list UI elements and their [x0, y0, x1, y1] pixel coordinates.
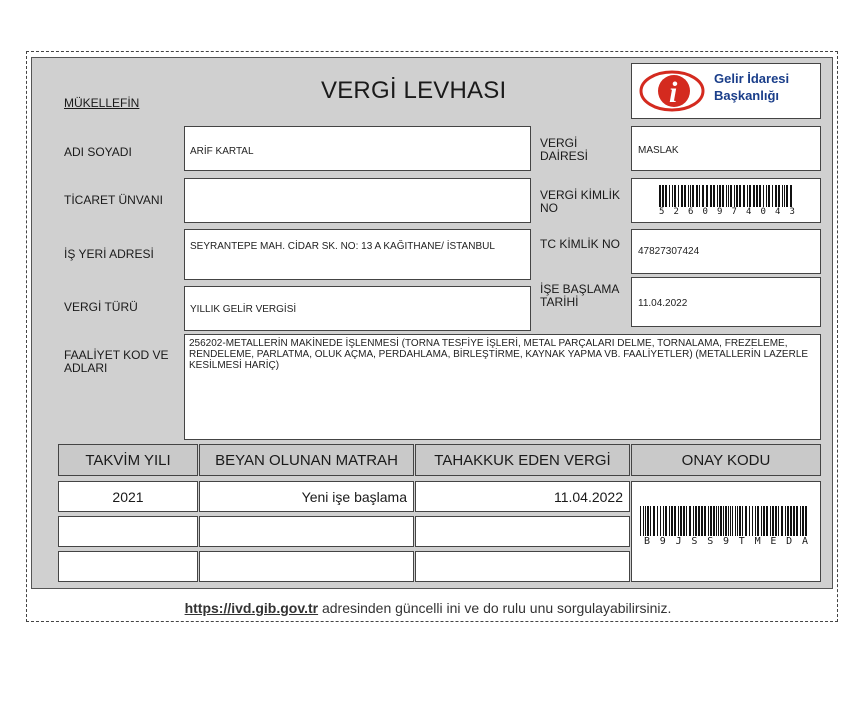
table-cell — [415, 551, 630, 582]
barcode-bar — [708, 506, 709, 536]
barcode-bar — [680, 506, 682, 536]
barcode-bar — [671, 506, 673, 536]
page-title: VERGİ LEVHASI — [321, 77, 507, 104]
barcode-bar — [643, 506, 644, 536]
onay-kodu-char: J — [675, 536, 682, 547]
barcode-bar — [665, 185, 667, 207]
barcode-bar — [722, 185, 724, 207]
label-vergi-kimlik-no: VERGİ KİMLİK NO — [540, 188, 621, 215]
barcode-bar — [659, 185, 661, 207]
barcode-bar — [689, 506, 691, 536]
vergi-kimlik-digit: 7 — [731, 207, 737, 217]
barcode-bar — [690, 185, 691, 207]
barcode-bar — [770, 506, 771, 536]
label-vergi-dairesi: VERGİ DAİRESİ — [540, 136, 589, 163]
barcode-bar — [747, 185, 748, 207]
barcode-bar — [753, 185, 755, 207]
barcode-bar — [717, 185, 718, 207]
barcode-bar — [732, 506, 733, 536]
barcode-bar — [710, 506, 712, 536]
barcode-bar — [778, 185, 780, 207]
barcode-bar — [674, 185, 676, 207]
barcode-bar — [734, 185, 735, 207]
barcode-bar — [805, 506, 807, 536]
barcode-bar — [730, 185, 732, 207]
header-tahakkuk-eden-vergi: TAHAKKUK EDEN VERGİ — [415, 444, 630, 476]
value-vergi-dairesi: MASLAK — [638, 145, 679, 156]
barcode-bar — [657, 506, 658, 536]
barcode-bar — [759, 185, 761, 207]
gib-logo-icon — [638, 68, 708, 114]
label-faaliyet: FAALİYET KOD VE ADLARI — [64, 348, 169, 375]
barcode-bar — [728, 506, 729, 536]
table-cell: 2021 — [58, 481, 198, 512]
onay-kodu-char: M — [754, 536, 761, 547]
header-beyan-olunan-matrah: BEYAN OLUNAN MATRAH — [199, 444, 414, 476]
onay-kodu-char: S — [707, 536, 714, 547]
onay-kodu-char: 9 — [659, 536, 666, 547]
barcode-bar — [736, 185, 738, 207]
barcode-bar — [645, 506, 646, 536]
barcode-bar — [752, 506, 753, 536]
field-adi-soyadi — [184, 126, 531, 171]
field-ise-baslama-tarihi — [631, 277, 821, 327]
table-cell: Yeni işe başlama — [199, 481, 414, 512]
barcode-bar — [692, 185, 694, 207]
barcode-bar — [669, 185, 670, 207]
barcode-bar — [674, 506, 676, 536]
barcode-bar — [653, 506, 655, 536]
barcode-bar — [718, 506, 719, 536]
barcode-bar — [742, 506, 743, 536]
barcode-bar — [702, 185, 704, 207]
barcode-bar — [684, 185, 686, 207]
vergi-kimlik-digit: 3 — [789, 207, 795, 217]
footer-text: adresinden güncelli ini ve do rulu unu sorgulayabilirsiniz. — [318, 600, 672, 616]
table-cell — [199, 516, 414, 547]
barcode-bar — [790, 506, 792, 536]
label-tc-kimlik-no: TC KİMLİK NO — [540, 237, 621, 251]
barcode-bar — [723, 506, 724, 536]
barcode-bar — [672, 185, 673, 207]
barcode-bar — [662, 185, 664, 207]
barcode-bar — [716, 506, 717, 536]
field-vergi-dairesi — [631, 126, 821, 171]
field-ticaret-unvani — [184, 178, 531, 223]
barcode-bar — [686, 506, 687, 536]
barcode-bar — [699, 185, 700, 207]
vergi-kimlik-digit: 5 — [659, 207, 665, 217]
value-tc-kimlik-no: 47827307424 — [638, 246, 700, 257]
vergi-kimlik-digit: 2 — [673, 207, 679, 217]
barcode-bar — [766, 506, 768, 536]
value-adi-soyadi: ARİF KARTAL — [190, 146, 254, 157]
onay-kodu-barcode — [640, 506, 810, 536]
label-vergi-turu: VERGİ TÜRÜ — [64, 300, 138, 314]
value-ise-baslama-tarihi: 11.04.2022 — [638, 298, 688, 309]
barcode-bar — [739, 185, 741, 207]
barcode-bar — [745, 506, 747, 536]
vergi-kimlik-barcode — [659, 185, 795, 207]
table-cell — [58, 516, 198, 547]
barcode-bar — [739, 506, 741, 536]
barcode-bar — [787, 506, 789, 536]
barcode-bar — [796, 506, 798, 536]
barcode-bar — [678, 185, 679, 207]
barcode-bar — [749, 185, 751, 207]
barcode-bar — [695, 506, 697, 536]
onay-kodu-char: A — [801, 536, 808, 547]
field-faaliyet — [184, 334, 821, 440]
table-cell — [58, 551, 198, 582]
onay-kodu-text — [644, 536, 808, 547]
barcode-bar — [719, 185, 721, 207]
barcode-bar — [696, 185, 698, 207]
barcode-bar — [725, 506, 727, 536]
table-cell — [199, 551, 414, 582]
onay-kodu-char: T — [738, 536, 745, 547]
barcode-bar — [735, 506, 736, 536]
barcode-bar — [790, 185, 792, 207]
section-label: MÜKELLEFİN — [64, 96, 140, 110]
label-is-yeri-adresi: İŞ YERİ ADRESİ — [64, 247, 154, 261]
field-is-yeri-adresi — [184, 229, 531, 280]
gib-logo-text: Gelir İdaresi Başkanlığı — [714, 71, 790, 103]
barcode-bar — [681, 185, 683, 207]
onay-kodu-char: 9 — [722, 536, 730, 547]
field-tc-kimlik-no — [631, 229, 821, 274]
barcode-bar — [704, 506, 706, 536]
barcode-bar — [663, 506, 664, 536]
barcode-bar — [710, 185, 712, 207]
vergi-kimlik-digit: 4 — [746, 207, 752, 217]
barcode-bar — [800, 506, 801, 536]
header-onay-kodu: ONAY KODU — [631, 444, 821, 476]
barcode-bar — [763, 185, 764, 207]
barcode-bar — [768, 185, 770, 207]
vergi-kimlik-digits — [659, 207, 795, 217]
barcode-bar — [793, 506, 795, 536]
svg-text:i: i — [669, 76, 678, 109]
barcode-bar — [713, 185, 715, 207]
barcode-bar — [763, 506, 765, 536]
table-cell — [415, 516, 630, 547]
vergi-kimlik-digit: 0 — [760, 207, 766, 217]
barcode-bar — [775, 185, 777, 207]
value-is-yeri-adresi: SEYRANTEPE MAH. CİDAR SK. NO: 13 A KAĞITHANE/ İSTANBUL — [190, 241, 495, 252]
header-takvim-yili: TAKVİM YILI — [58, 444, 198, 476]
table-cell: 11.04.2022 — [415, 481, 630, 512]
barcode-bar — [785, 506, 786, 536]
barcode-bar — [757, 506, 759, 536]
verification-link[interactable]: https://ivd.gib.gov.tr — [184, 600, 319, 616]
barcode-bar — [665, 506, 667, 536]
barcode-bar — [660, 506, 661, 536]
barcode-bar — [640, 506, 641, 536]
barcode-bar — [786, 185, 788, 207]
value-faaliyet: 256202-METALLERİN MAKİNEDE İŞLENMESİ (TORNA TESFİYE İŞLERİ, METAL PARÇALARI DELME, TORNALAMA, FREZELEME, RENDELEME, PARLATMA, OLUK AÇMA, PERDAHLAMA, BİRLEŞTİRME, KAYNAK YAPMA VB. FAALİYETLER) (METALLERİN LAZERLE KESİLMESİ HARİÇ) — [189, 338, 809, 371]
field-vergi-turu — [184, 286, 531, 331]
onay-kodu-char: S — [691, 536, 698, 547]
barcode-bar — [688, 185, 689, 207]
value-vergi-turu: YILLIK GELİR VERGİSİ — [190, 304, 297, 315]
field-vergi-kimlik-no — [631, 178, 821, 223]
vergi-kimlik-digit: 6 — [688, 207, 694, 217]
barcode-bar — [782, 185, 783, 207]
barcode-bar — [781, 506, 783, 536]
onay-kodu-char: B — [644, 536, 651, 547]
barcode-bar — [669, 506, 670, 536]
barcode-bar — [772, 185, 773, 207]
vergi-kimlik-digit: 4 — [775, 207, 781, 217]
onay-kodu-char: D — [786, 536, 793, 547]
barcode-bar — [647, 506, 649, 536]
barcode-bar — [749, 506, 750, 536]
barcode-bar — [756, 185, 758, 207]
label-ticaret-unvani: TİCARET ÜNVANI — [64, 193, 163, 207]
barcode-bar — [761, 506, 762, 536]
barcode-bar — [706, 185, 708, 207]
barcode-bar — [713, 506, 715, 536]
barcode-bar — [698, 506, 700, 536]
barcode-bar — [778, 506, 779, 536]
barcode-bar — [802, 506, 804, 536]
onay-kodu-char: E — [770, 536, 777, 547]
barcode-bar — [720, 506, 722, 536]
footer-note — [0, 600, 856, 616]
vergi-kimlik-digit: 9 — [717, 207, 723, 217]
barcode-bar — [650, 506, 651, 536]
barcode-bar — [775, 506, 777, 536]
onay-kodu-box — [631, 481, 821, 582]
barcode-bar — [730, 506, 731, 536]
barcode-bar — [678, 506, 679, 536]
barcode-bar — [683, 506, 685, 536]
barcode-bar — [726, 185, 727, 207]
barcode-bar — [772, 506, 774, 536]
label-ise-baslama-tarihi: İŞE BAŞLAMA TARİHİ — [540, 282, 619, 309]
barcode-bar — [784, 185, 785, 207]
barcode-bar — [766, 185, 767, 207]
vergi-kimlik-digit: 0 — [702, 207, 708, 217]
barcode-bar — [728, 185, 729, 207]
barcode-bar — [743, 185, 745, 207]
label-adi-soyadi: ADI SOYADI — [64, 145, 132, 159]
barcode-bar — [693, 506, 694, 536]
barcode-bar — [701, 506, 703, 536]
barcode-bar — [755, 506, 756, 536]
barcode-bar — [737, 506, 738, 536]
